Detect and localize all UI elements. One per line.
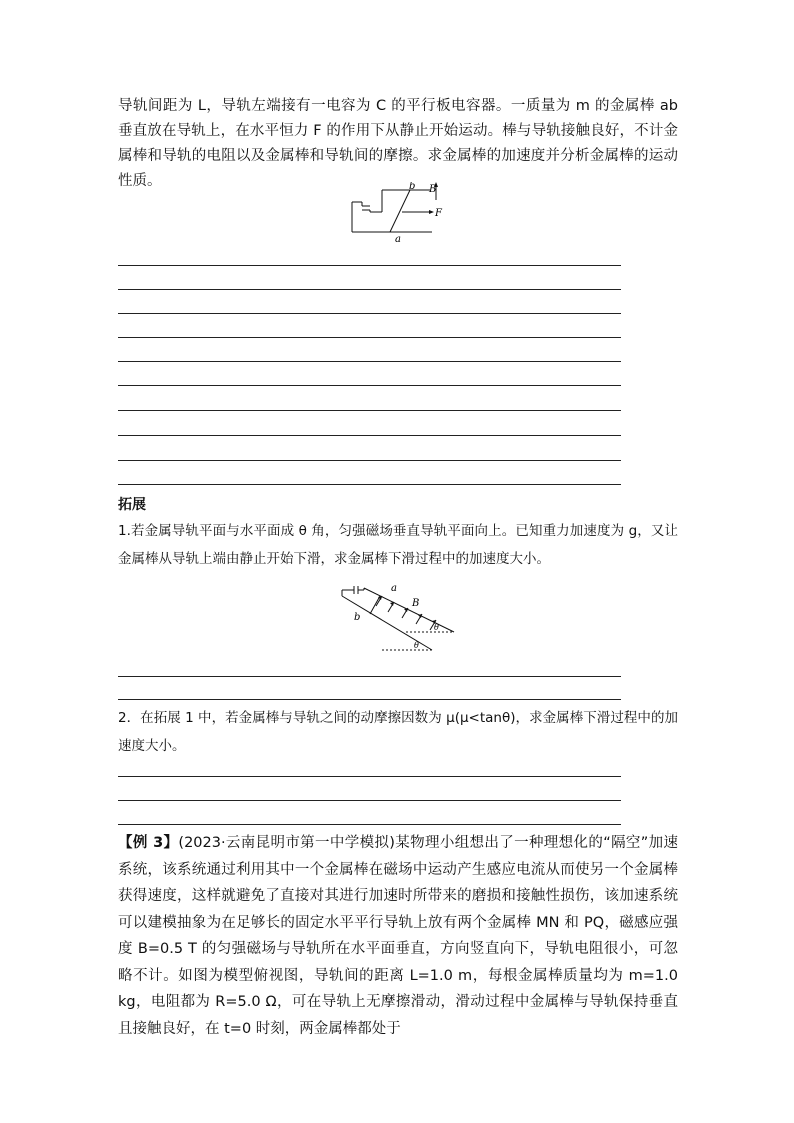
label-a: a <box>395 234 401 245</box>
label-theta-upper: θ <box>434 623 439 632</box>
expand-question-1: 1.若金属导轨平面与水平面成 θ 角，匀强磁场垂直导轨平面向上。已知重力加速度为 g，又让金属棒从导轨上端由静止开始下滑，求金属棒下滑过程中的加速度大小。 <box>118 523 678 567</box>
answer-lines-2 <box>118 676 621 702</box>
label-B: B <box>429 184 437 195</box>
label-a: a <box>391 583 397 594</box>
label-B: B <box>412 598 420 609</box>
label-b: b <box>354 612 361 623</box>
answer-lines-3 <box>118 776 621 828</box>
label-b: b <box>409 182 416 192</box>
answer-lines-1 <box>118 265 621 487</box>
example-text: (2023·云南昆明市第一中学模拟)某物理小组想出了一种理想化的“隔空”加速系统，该系统通过利用其中一个金属棒在磁场中运动产生感应电流从而使另一个金属棒获得速度，这样就避免了直接对其进行加速时所带来的磨损和接触性损伤，该加速系统可以建模抽象为在足够长的固定水平平行导轨上放有两个金属棒 MN 和 PQ，磁感应强度 B=0.5 T 的匀强磁场与导轨所在水平面垂直，方向竖直向下，导轨电阻很小，可忽略不计。如图为模型俯视图，导轨间的距离 L=1.0 m，每根金属棒质量均为 m=1.0 kg，电阻都为 R=5.0 Ω，可在导轨上无摩擦滑动，滑动过程中金属棒与导轨保持垂直且接触良好，在 t=0 时刻，两金属棒都处于 <box>118 835 678 1037</box>
expand-question-2: 2．在拓展 1 中，若金属棒与导轨之间的动摩擦因数为 μ(μ<tanθ)，求金属棒下滑过程中的加速度大小。 <box>118 710 678 754</box>
label-F: F <box>435 208 442 219</box>
label-theta-lower: θ <box>414 641 419 650</box>
figure-inclined-rails <box>336 578 460 654</box>
figure-capacitor-rails <box>340 182 450 246</box>
example-tag: 【例 3】 <box>118 835 179 851</box>
intro-paragraph: 导轨间距为 L，导轨左端接有一电容为 C 的平行板电容器。一质量为 m 的金属棒 ab 垂直放在导轨上，在水平恒力 F 的作用下从静止开始运动。棒与导轨接触良好，不计金属棒和导轨的电阻以及金属棒和导轨间的摩擦。求金属棒的加速度并分析金属棒的运动性质。 <box>118 98 678 189</box>
expand-heading: 拓展 <box>118 497 146 513</box>
example-3-paragraph <box>118 830 678 1042</box>
